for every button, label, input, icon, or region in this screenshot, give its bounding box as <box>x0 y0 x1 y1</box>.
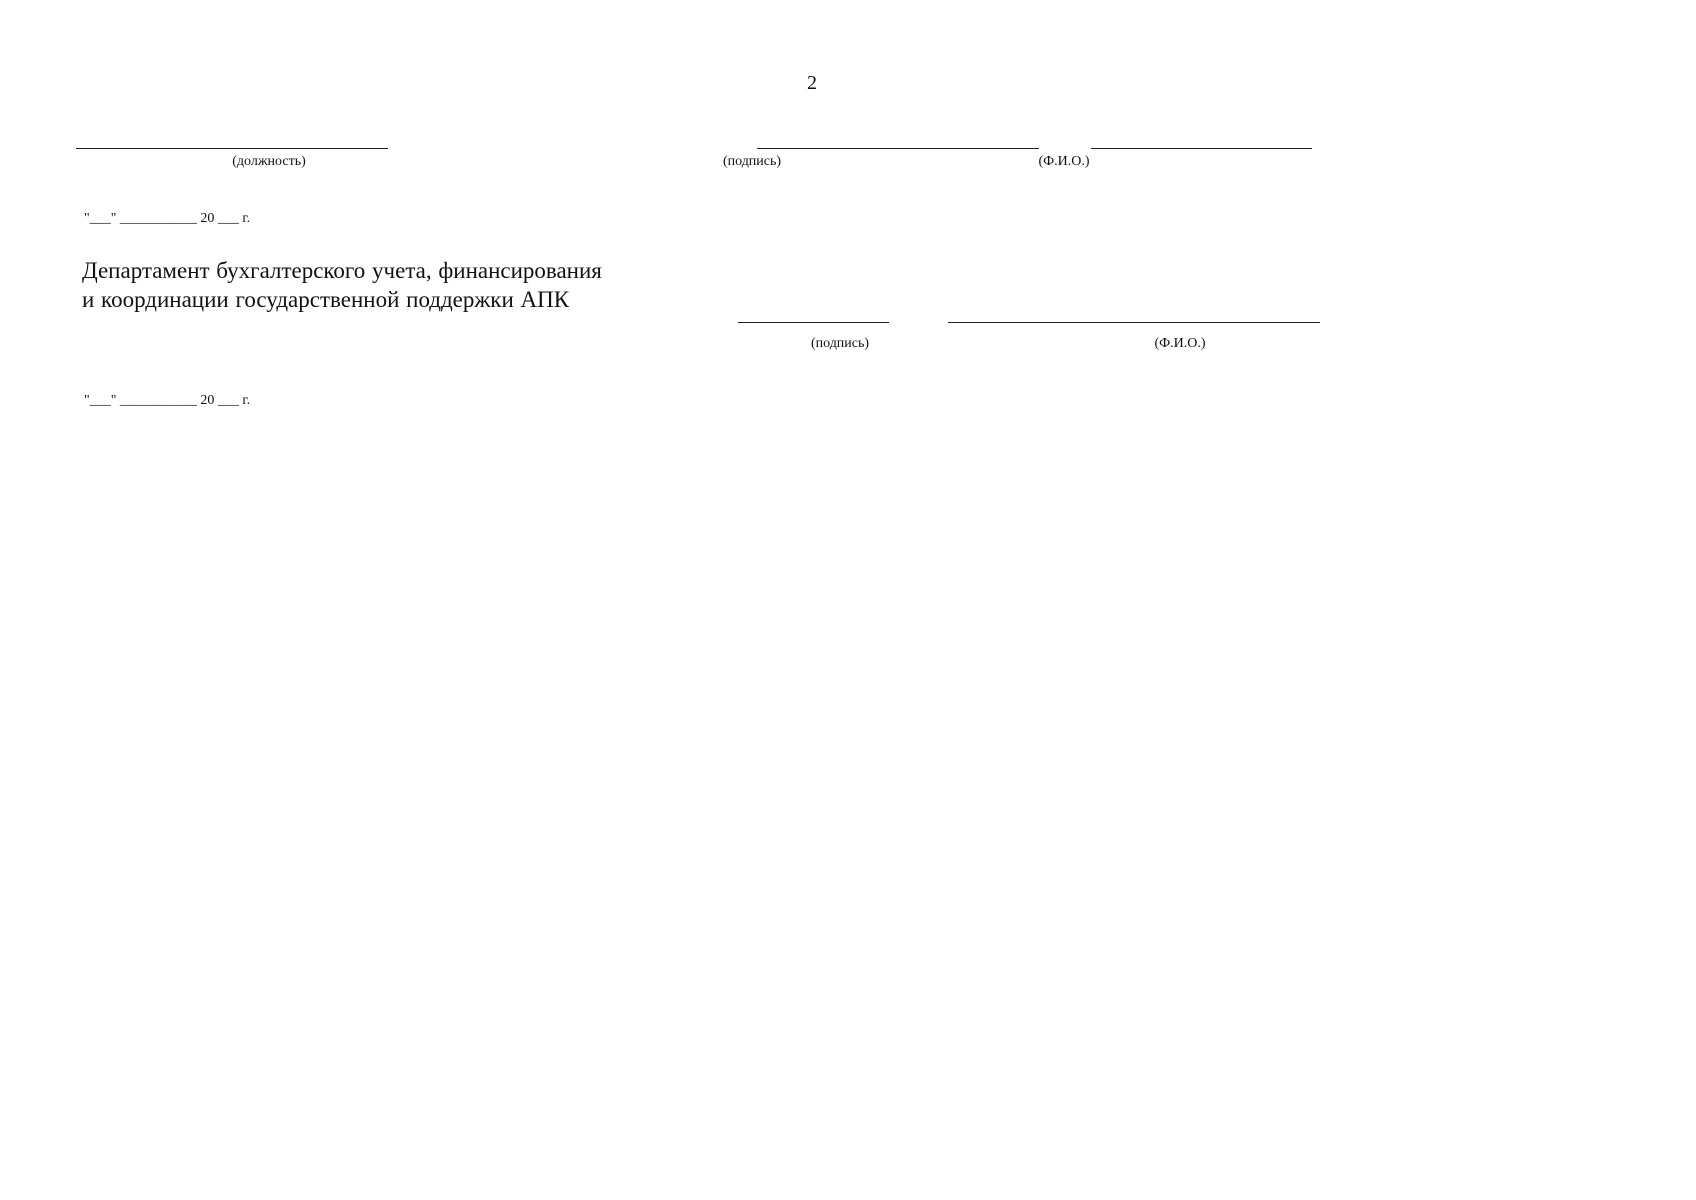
name-caption: (Ф.И.О.) <box>1038 154 1090 169</box>
position-line <box>76 148 388 149</box>
signature-caption: (подпись) <box>722 154 782 169</box>
page-number: 2 <box>807 72 817 94</box>
signature-line <box>738 322 889 323</box>
department-name <box>82 256 602 314</box>
signature-caption: (подпись) <box>810 336 870 351</box>
date-field: "___" ___________ 20 ___ г. <box>84 211 251 226</box>
name-line <box>1091 148 1312 149</box>
department-line-2: и координации государственной поддержки АПК <box>82 287 570 312</box>
position-caption: (должность) <box>232 154 306 169</box>
signature-line <box>757 148 1039 149</box>
date-field: "___" ___________ 20 ___ г. <box>84 393 251 408</box>
name-caption: (Ф.И.О.) <box>1154 336 1206 351</box>
department-line-1: Департамент бухгалтерского учета, финансирования <box>82 258 602 283</box>
name-line <box>948 322 1320 323</box>
